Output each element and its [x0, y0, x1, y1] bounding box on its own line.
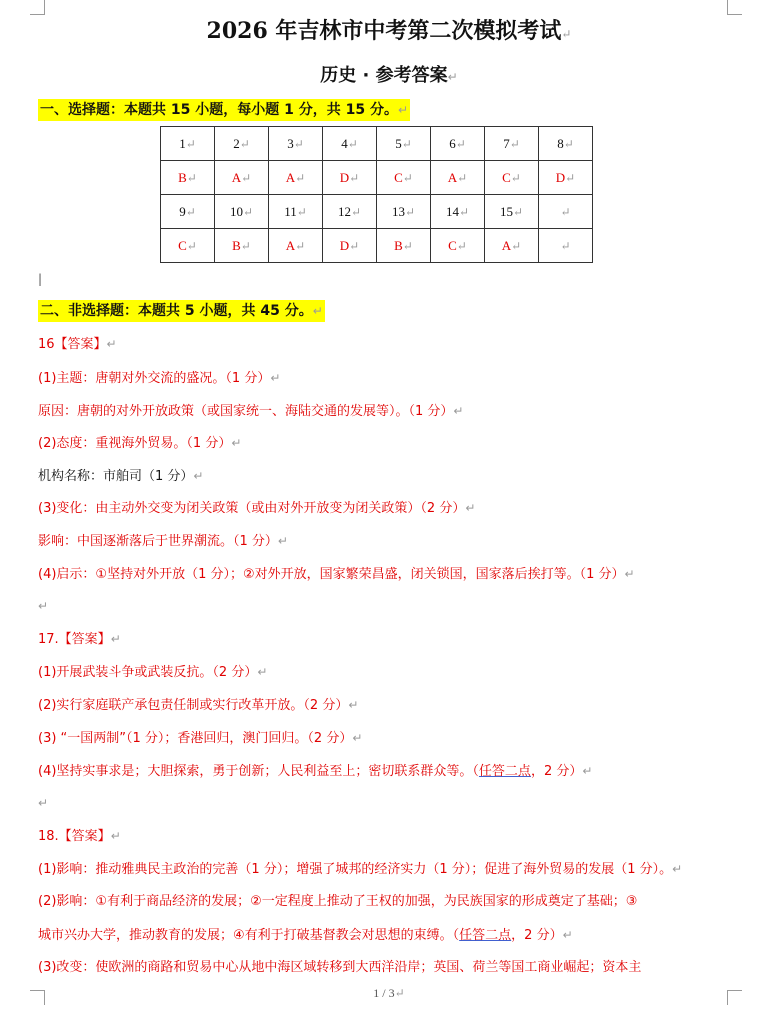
question-number-cell: ↵: [539, 195, 593, 229]
answer-cell: A↵: [215, 161, 269, 195]
empty-paragraph: ↵: [38, 796, 49, 810]
q17-line-4: (4)坚持实事求是；大胆探索，勇于创新；人民利益至上；密切联系群众等。（任答二点，2 分）↵: [38, 764, 593, 779]
question-number-cell: 6↵: [431, 127, 485, 161]
q16-line-6: 影响：中国逐渐落后于世界潮流。（1 分）↵: [38, 534, 288, 549]
question-number-cell: 13↵: [377, 195, 431, 229]
answer-cell: ↵: [539, 229, 593, 263]
answer-cell: D↵: [323, 161, 377, 195]
question-number-row: [161, 127, 593, 161]
question-number-cell: 14↵: [431, 195, 485, 229]
q18-line-1: (1)影响：推动雅典民主政治的完善（1 分）；增强了城邦的经济实力（1 分）；促进了海外贸易的发展（1 分）。↵: [38, 862, 683, 877]
page-number: 1 / 3↵: [373, 986, 405, 1000]
q18-label: 18.【答案】↵: [38, 829, 121, 844]
question-number-cell: 3↵: [269, 127, 323, 161]
q16-label: 16【答案】↵: [38, 337, 117, 352]
question-number-cell: 1↵: [161, 127, 215, 161]
section-heading-open-questions: 二、非选择题：本题共 5 小题，共 45 分。↵: [38, 300, 325, 322]
q16-line-2: 原因：唐朝的对外开放政策（或国家统一、海陆交通的发展等）。（1 分）↵: [38, 404, 464, 419]
paragraph-mark-icon: ↵: [447, 70, 458, 84]
answer-cell: C↵: [485, 161, 539, 195]
paragraph-mark-icon: ↵: [312, 304, 323, 318]
q17-line-1: (1)开展武装斗争或武装反抗。（2 分）↵: [38, 665, 268, 680]
answer-row: [161, 229, 593, 263]
q17-line-2: (2)实行家庭联产承包责任制或实行改革开放。（2 分）↵: [38, 698, 359, 713]
q16-line-1: (1)主题：唐朝对外交流的盛况。（1 分）↵: [38, 371, 281, 386]
answer-cell: B↵: [161, 161, 215, 195]
document-subtitle: 历史 · 参考答案↵: [320, 65, 458, 86]
document-title: 2026 年吉林市中考第二次模拟考试↵: [206, 18, 572, 44]
question-number-cell: 7↵: [485, 127, 539, 161]
crop-mark-top-right: [727, 0, 742, 15]
question-number-cell: 9↵: [161, 195, 215, 229]
answer-cell: A↵: [269, 161, 323, 195]
q18-line-3: 城市兴办大学，推动教育的发展；④有利于打破基督教会对思想的束缚。（任答二点，2 分）↵: [38, 928, 573, 943]
question-number-cell: 5↵: [377, 127, 431, 161]
answer-table: [160, 126, 593, 263]
section-heading-multiple-choice: 一、选择题：本题共 15 小题，每小题 1 分，共 15 分。↵: [38, 99, 410, 121]
q17-line-3: (3) “一国两制”（1 分）；香港回归，澳门回归。（2 分）↵: [38, 731, 363, 746]
answer-cell: B↵: [215, 229, 269, 263]
q18-line-4: (3)改变：使欧洲的商路和贸易中心从地中海区域转移到大西洋沿岸；英国、荷兰等国工商业崛起；资本主: [38, 960, 642, 975]
paragraph-mark-icon: ↵: [397, 103, 409, 117]
answer-cell: D↵: [323, 229, 377, 263]
answer-cell: C↵: [377, 161, 431, 195]
text-cursor: |: [38, 272, 43, 286]
answer-cell: C↵: [431, 229, 485, 263]
question-number-cell: 2↵: [215, 127, 269, 161]
answer-row: [161, 161, 593, 195]
q16-line-3: (2)态度：重视海外贸易。（1 分）↵: [38, 436, 242, 451]
question-number-cell: 11↵: [269, 195, 323, 229]
q17-label: 17.【答案】↵: [38, 632, 121, 647]
paragraph-mark-icon: ↵: [561, 27, 572, 41]
question-number-cell: 8↵: [539, 127, 593, 161]
q18-line-2: (2)影响：①有利于商品经济的发展；②一定程度上推动了王权的加强，为民族国家的形成奠定了基础；③: [38, 894, 638, 909]
empty-paragraph: ↵: [38, 599, 49, 613]
answer-cell: A↵: [269, 229, 323, 263]
question-number-cell: 10↵: [215, 195, 269, 229]
question-number-cell: 12↵: [323, 195, 377, 229]
question-number-cell: 15↵: [485, 195, 539, 229]
question-number-row: [161, 195, 593, 229]
q16-line-4: 机构名称：市舶司（1 分）↵: [38, 469, 204, 484]
answer-cell: D↵: [539, 161, 593, 195]
answer-cell: A↵: [485, 229, 539, 263]
q16-line-7: (4)启示：①坚持对外开放（1 分）；②对外开放，国家繁荣昌盛，闭关锁国，国家落后挨打等。（1 分）↵: [38, 567, 635, 582]
q16-line-5: (3)变化：由主动外交变为闭关政策（或由对外开放变为闭关政策）（2 分）↵: [38, 501, 476, 516]
question-number-cell: 4↵: [323, 127, 377, 161]
answer-cell: B↵: [377, 229, 431, 263]
answer-cell: C↵: [161, 229, 215, 263]
answer-cell: A↵: [431, 161, 485, 195]
crop-mark-top-left: [30, 0, 45, 15]
